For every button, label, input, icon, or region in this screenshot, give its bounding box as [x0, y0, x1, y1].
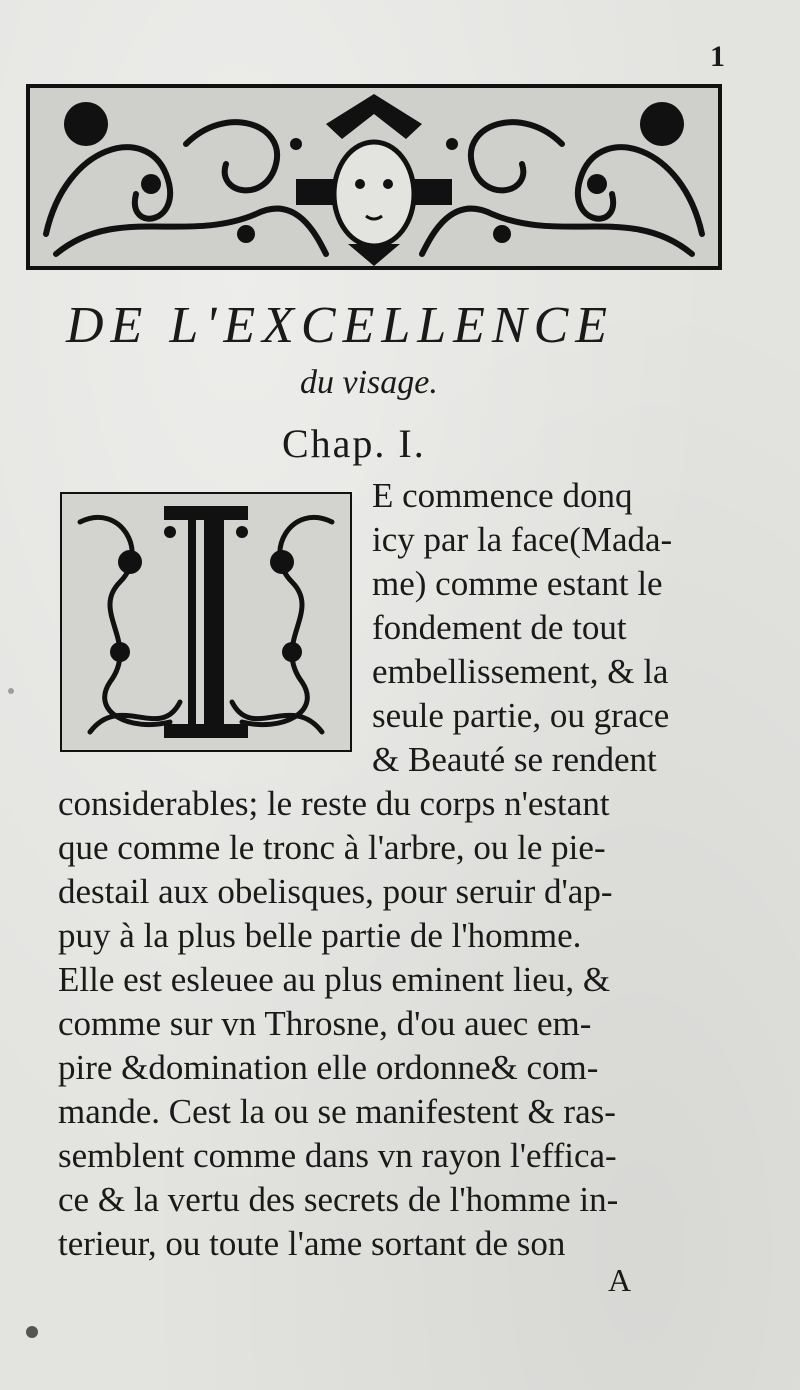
- paper-speck: [8, 688, 14, 694]
- text-line: E commence donq: [372, 476, 633, 515]
- text-line: terieur, ou toute l'ame sortant de son: [58, 1224, 566, 1263]
- show-through: [200, 40, 210, 78]
- text-line: considerables; le reste du corps n'estant: [58, 784, 610, 823]
- text-line: fondement de tout: [372, 608, 627, 647]
- text-line: que comme le tronc à l'arbre, ou le pie-: [58, 828, 606, 867]
- text-line: embellissement, & la: [372, 652, 669, 691]
- text-line: Elle est esleuee au plus eminent lieu, &: [58, 960, 611, 999]
- chapter-subtitle: du visage.: [300, 364, 438, 401]
- text-line: me) comme estant le: [372, 564, 663, 603]
- text-line: semblent comme dans vn rayon l'effica-: [58, 1136, 617, 1175]
- text-line: icy par la face(Mada-: [372, 520, 673, 559]
- text-line: pire &domination elle ordonne& com-: [58, 1048, 599, 1087]
- text-line: & Beauté se rendent: [372, 740, 657, 779]
- text-line: puy à la plus belle partie de l'homme.: [58, 916, 582, 955]
- text-line: comme sur vn Throsne, d'ou auec em-: [58, 1004, 592, 1043]
- paper-speck: [26, 1326, 38, 1338]
- signature-mark: A: [608, 1262, 632, 1298]
- drop-cap-initial: [60, 492, 352, 752]
- chapter-heading: Chap. I.: [282, 421, 426, 466]
- text-line: destail aux obelisques, pour seruir d'ap-: [58, 872, 613, 911]
- headpiece-ornament: [26, 84, 722, 270]
- page-number: 1: [710, 40, 725, 73]
- text-line: ce & la vertu des secrets de l'homme in-: [58, 1180, 619, 1219]
- text-line: seule partie, ou grace: [372, 696, 670, 735]
- text-line: mande. Cest la ou se manifestent & ras-: [58, 1092, 616, 1131]
- chapter-title: DE L'EXCELLENCE: [66, 297, 615, 354]
